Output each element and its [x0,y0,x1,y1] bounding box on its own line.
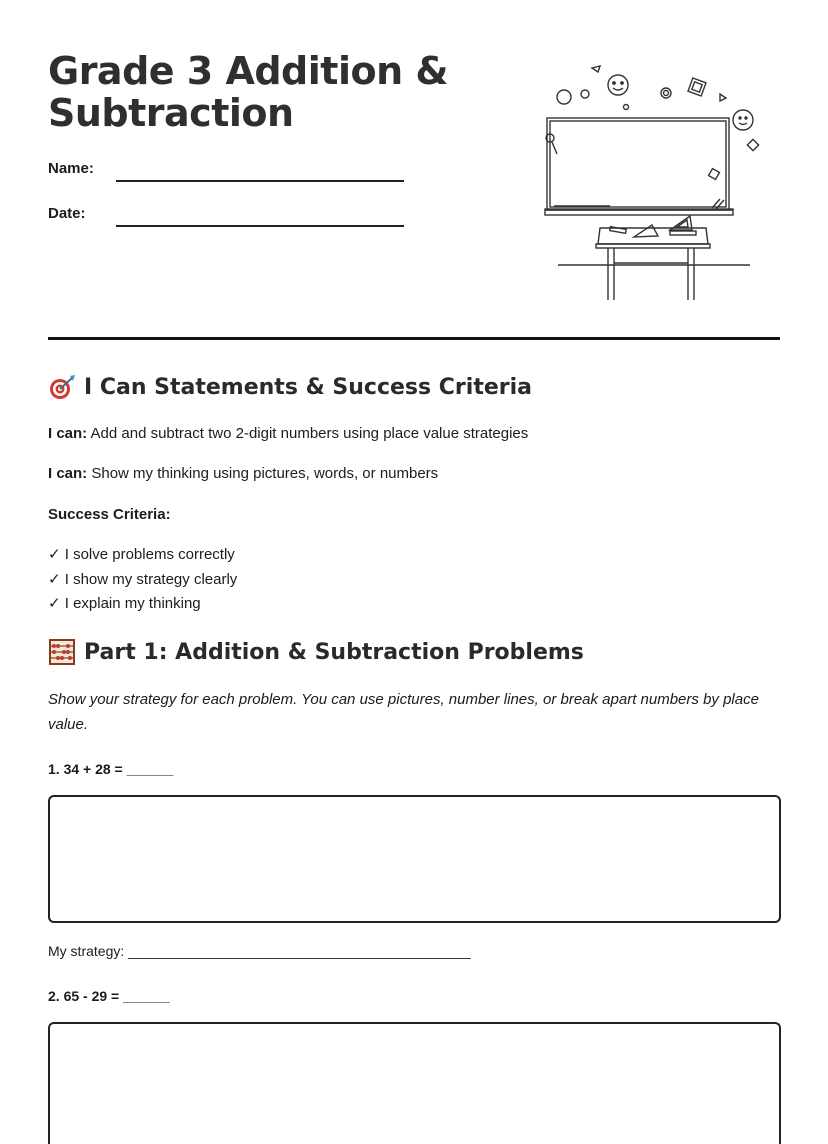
target-dart-icon [48,373,76,401]
i-can-prefix: I can: [48,465,88,482]
abacus-icon [48,638,76,666]
classroom-chalkboard-illustration [540,58,760,308]
problem-2-work-box[interactable] [48,1022,781,1144]
i-can-prefix: I can: [48,425,88,442]
i-can-statement-1 [48,425,528,442]
section-divider [48,337,780,340]
problem-2-label: 2. 65 - 29 = ______ [48,988,170,1004]
criteria-item: ✓ I show my strategy clearly [48,571,238,588]
date-field-line[interactable] [116,225,404,227]
section-heading-part-1 [48,638,584,666]
criteria-item: ✓ I solve problems correctly [48,546,235,563]
problem-1-strategy-line[interactable]: My strategy: ____________________________________________ [48,943,471,959]
section-heading-i-can [48,373,532,401]
problem-1-work-box[interactable] [48,795,781,923]
criteria-item: ✓ I explain my thinking [48,595,201,612]
i-can-text: Show my thinking using pictures, words, or numbers [91,465,439,482]
name-label: Name: [48,160,94,177]
name-field-line[interactable] [116,180,404,182]
section-heading-text: Part 1: Addition & Subtraction Problems [84,639,584,665]
instructions: Show your strategy for each problem. You can use pictures, number lines, or break apart numbers by place value. [48,691,759,733]
page-title: Grade 3 Addition & Subtraction [48,49,449,135]
date-label: Date: [48,205,86,222]
section-heading-text: I Can Statements & Success Criteria [84,374,532,400]
i-can-text: Add and subtract two 2-digit numbers using place value strategies [90,425,529,442]
success-criteria-heading: Success Criteria: [48,506,171,523]
problem-1-label: 1. 34 + 28 = ______ [48,761,174,777]
i-can-statement-2 [48,465,438,482]
